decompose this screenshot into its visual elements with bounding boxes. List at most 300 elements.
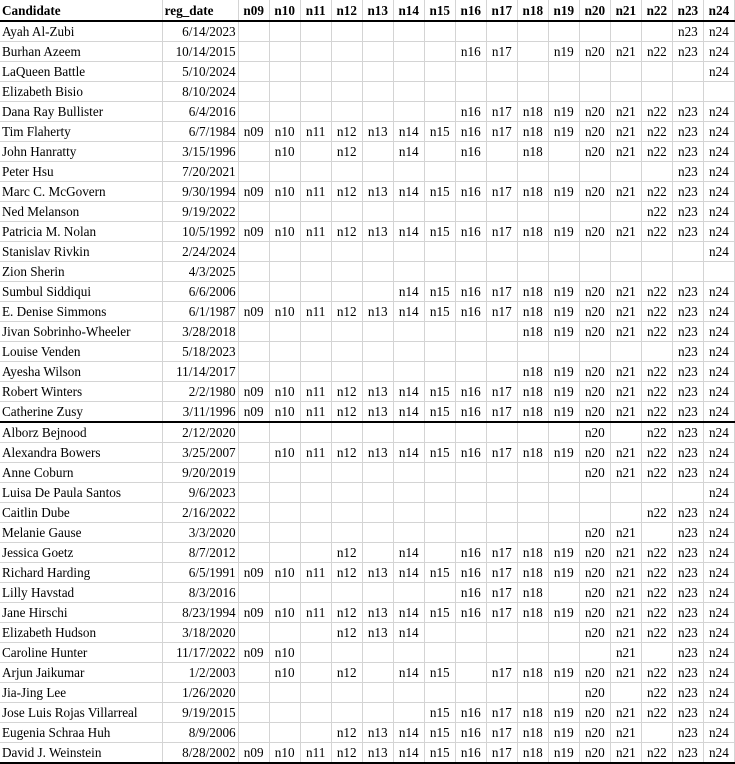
table-header <box>0 0 735 21</box>
election-flag: n16 <box>455 743 486 764</box>
election-flag: n23 <box>672 42 703 62</box>
election-flag <box>269 242 300 262</box>
election-flag: n14 <box>393 723 424 743</box>
election-flag: n22 <box>641 222 672 242</box>
election-flag <box>269 21 300 42</box>
reg-date: 2/24/2024 <box>162 242 238 262</box>
election-flag <box>238 362 269 382</box>
election-flag <box>455 523 486 543</box>
election-flag: n23 <box>672 202 703 222</box>
reg-date: 8/9/2006 <box>162 723 238 743</box>
election-flag: n24 <box>703 723 734 743</box>
candidate-name: Richard Harding <box>0 563 162 583</box>
election-flag <box>548 463 579 483</box>
election-flag <box>238 142 269 162</box>
election-flag <box>517 21 548 42</box>
election-flag <box>610 242 641 262</box>
election-flag: n11 <box>300 563 331 583</box>
candidate-name: Louise Venden <box>0 342 162 362</box>
reg-date: 4/3/2025 <box>162 262 238 282</box>
election-flag: n12 <box>331 443 362 463</box>
election-flag <box>455 82 486 102</box>
election-flag <box>641 242 672 262</box>
election-flag <box>517 623 548 643</box>
election-flag: n14 <box>393 663 424 683</box>
election-flag <box>424 21 455 42</box>
table-row <box>0 282 735 302</box>
election-flag: n20 <box>579 282 610 302</box>
election-flag <box>610 202 641 222</box>
election-flag: n10 <box>269 743 300 764</box>
election-flag: n12 <box>331 563 362 583</box>
election-flag: n23 <box>672 643 703 663</box>
election-flag: n09 <box>238 182 269 202</box>
election-flag: n11 <box>300 603 331 623</box>
election-flag <box>300 703 331 723</box>
election-flag: n10 <box>269 443 300 463</box>
election-flag <box>393 242 424 262</box>
election-flag <box>269 342 300 362</box>
table-row <box>0 262 735 282</box>
table-row <box>0 182 735 202</box>
election-flag: n13 <box>362 302 393 322</box>
election-flag: n22 <box>641 182 672 202</box>
election-flag: n22 <box>641 102 672 122</box>
election-flag: n14 <box>393 142 424 162</box>
table-row <box>0 723 735 743</box>
election-flag <box>579 483 610 503</box>
table-row <box>0 42 735 62</box>
election-flag <box>238 422 269 443</box>
reg-date: 1/26/2020 <box>162 683 238 703</box>
election-flag <box>610 422 641 443</box>
election-flag <box>424 42 455 62</box>
election-flag <box>362 242 393 262</box>
election-flag: n16 <box>455 583 486 603</box>
election-flag <box>362 162 393 182</box>
election-flag <box>548 262 579 282</box>
election-flag: n24 <box>703 122 734 142</box>
election-flag <box>424 262 455 282</box>
election-flag <box>269 583 300 603</box>
candidate-name: Melanie Gause <box>0 523 162 543</box>
election-flag: n16 <box>455 443 486 463</box>
candidate-name: Arjun Jaikumar <box>0 663 162 683</box>
election-flag <box>362 82 393 102</box>
election-flag: n22 <box>641 402 672 423</box>
election-flag: n18 <box>517 543 548 563</box>
election-flag: n24 <box>703 362 734 382</box>
election-flag <box>455 362 486 382</box>
election-flag: n09 <box>238 222 269 242</box>
candidate-name: Peter Hsu <box>0 162 162 182</box>
column-header: n11 <box>300 0 331 21</box>
reg-date: 3/11/1996 <box>162 402 238 423</box>
reg-date: 6/5/1991 <box>162 563 238 583</box>
election-flag <box>548 623 579 643</box>
column-header: n22 <box>641 0 672 21</box>
election-flag: n21 <box>610 142 641 162</box>
election-flag <box>331 483 362 503</box>
election-flag: n18 <box>517 142 548 162</box>
candidate-name: Robert Winters <box>0 382 162 402</box>
election-flag <box>269 723 300 743</box>
election-flag: n23 <box>672 723 703 743</box>
election-flag: n18 <box>517 122 548 142</box>
election-flag: n12 <box>331 543 362 563</box>
election-flag: n24 <box>703 182 734 202</box>
election-flag: n22 <box>641 563 672 583</box>
election-flag <box>424 643 455 663</box>
election-flag <box>393 62 424 82</box>
election-flag <box>300 523 331 543</box>
election-flag: n16 <box>455 42 486 62</box>
election-flag: n18 <box>517 282 548 302</box>
election-flag <box>269 282 300 302</box>
election-flag <box>269 362 300 382</box>
election-flag <box>362 422 393 443</box>
table-row <box>0 242 735 262</box>
election-flag: n21 <box>610 362 641 382</box>
election-flag <box>393 162 424 182</box>
election-flag: n17 <box>486 703 517 723</box>
election-flag <box>269 82 300 102</box>
election-flag <box>579 202 610 222</box>
election-flag: n17 <box>486 222 517 242</box>
election-flag <box>579 21 610 42</box>
election-flag: n22 <box>641 443 672 463</box>
election-flag: n19 <box>548 362 579 382</box>
election-flag: n24 <box>703 21 734 42</box>
election-flag <box>455 342 486 362</box>
election-flag <box>238 162 269 182</box>
election-flag: n20 <box>579 523 610 543</box>
election-flag <box>300 483 331 503</box>
election-flag <box>238 543 269 563</box>
election-flag <box>393 322 424 342</box>
election-flag <box>331 523 362 543</box>
column-header: n16 <box>455 0 486 21</box>
election-flag: n16 <box>455 142 486 162</box>
election-flag: n16 <box>455 402 486 423</box>
candidate-name: Elizabeth Bisio <box>0 82 162 102</box>
election-flag <box>641 82 672 102</box>
election-flag <box>579 62 610 82</box>
election-flag <box>269 703 300 723</box>
election-flag: n23 <box>672 623 703 643</box>
election-flag <box>362 282 393 302</box>
election-flag: n17 <box>486 603 517 623</box>
election-flag <box>331 463 362 483</box>
election-flag: n11 <box>300 443 331 463</box>
election-flag <box>579 503 610 523</box>
column-header: n14 <box>393 0 424 21</box>
election-flag <box>517 643 548 663</box>
election-flag: n23 <box>672 302 703 322</box>
election-flag <box>238 282 269 302</box>
election-flag: n12 <box>331 302 362 322</box>
table-row <box>0 342 735 362</box>
election-flag <box>331 643 362 663</box>
reg-date: 3/28/2018 <box>162 322 238 342</box>
election-flag: n09 <box>238 382 269 402</box>
election-flag: n10 <box>269 603 300 623</box>
candidate-name: Jivan Sobrinho-Wheeler <box>0 322 162 342</box>
election-flag <box>393 583 424 603</box>
election-flag: n24 <box>703 443 734 463</box>
election-flag: n10 <box>269 302 300 322</box>
election-flag <box>610 62 641 82</box>
election-flag: n18 <box>517 723 548 743</box>
election-flag <box>393 643 424 663</box>
table-row <box>0 162 735 182</box>
election-flag <box>300 362 331 382</box>
election-flag <box>238 623 269 643</box>
election-flag <box>393 21 424 42</box>
election-flag: n12 <box>331 623 362 643</box>
election-flag: n23 <box>672 663 703 683</box>
election-flag: n19 <box>548 322 579 342</box>
column-header: n18 <box>517 0 548 21</box>
table-row <box>0 663 735 683</box>
election-flag: n12 <box>331 122 362 142</box>
election-flag: n18 <box>517 322 548 342</box>
election-flag: n19 <box>548 663 579 683</box>
election-flag: n22 <box>641 743 672 764</box>
election-flag: n09 <box>238 603 269 623</box>
election-flag <box>424 543 455 563</box>
election-flag: n14 <box>393 603 424 623</box>
election-flag: n14 <box>393 182 424 202</box>
candidate-name: Jia-Jing Lee <box>0 683 162 703</box>
column-header: n23 <box>672 0 703 21</box>
election-flag: n19 <box>548 743 579 764</box>
election-flag <box>486 503 517 523</box>
election-flag: n22 <box>641 503 672 523</box>
election-flag <box>393 202 424 222</box>
election-flag <box>548 62 579 82</box>
election-flag: n10 <box>269 382 300 402</box>
election-flag: n17 <box>486 723 517 743</box>
election-flag: n17 <box>486 583 517 603</box>
election-flag <box>424 162 455 182</box>
election-flag: n17 <box>486 402 517 423</box>
election-flag: n15 <box>424 222 455 242</box>
election-flag <box>455 683 486 703</box>
election-flag <box>300 723 331 743</box>
election-flag: n21 <box>610 563 641 583</box>
election-flag: n22 <box>641 362 672 382</box>
election-flag: n16 <box>455 302 486 322</box>
table-row <box>0 563 735 583</box>
election-flag: n16 <box>455 382 486 402</box>
election-flag: n11 <box>300 182 331 202</box>
election-flag: n23 <box>672 543 703 563</box>
table-row <box>0 362 735 382</box>
election-flag: n15 <box>424 182 455 202</box>
election-flag: n15 <box>424 743 455 764</box>
election-flag: n18 <box>517 703 548 723</box>
election-flag <box>238 483 269 503</box>
candidate-name: Anne Coburn <box>0 463 162 483</box>
election-flag: n17 <box>486 543 517 563</box>
election-flag: n17 <box>486 382 517 402</box>
reg-date: 8/7/2012 <box>162 543 238 563</box>
election-flag: n21 <box>610 543 641 563</box>
election-flag: n14 <box>393 302 424 322</box>
election-flag: n18 <box>517 583 548 603</box>
election-flag: n15 <box>424 723 455 743</box>
election-flag <box>238 703 269 723</box>
election-flag: n23 <box>672 422 703 443</box>
column-header: n20 <box>579 0 610 21</box>
election-flag <box>238 21 269 42</box>
election-flag: n17 <box>486 182 517 202</box>
election-flag: n24 <box>703 42 734 62</box>
election-flag <box>455 503 486 523</box>
election-flag: n20 <box>579 102 610 122</box>
election-flag <box>393 102 424 122</box>
candidate-name: Tim Flaherty <box>0 122 162 142</box>
table-row <box>0 643 735 663</box>
election-flag <box>672 242 703 262</box>
election-flag: n18 <box>517 222 548 242</box>
election-flag <box>238 723 269 743</box>
election-flag: n20 <box>579 42 610 62</box>
election-flag <box>455 21 486 42</box>
election-flag: n24 <box>703 302 734 322</box>
election-flag: n21 <box>610 583 641 603</box>
election-flag <box>269 262 300 282</box>
election-flag <box>424 202 455 222</box>
election-flag <box>362 202 393 222</box>
election-flag: n15 <box>424 282 455 302</box>
election-flag <box>641 523 672 543</box>
reg-date: 5/10/2024 <box>162 62 238 82</box>
election-flag <box>672 483 703 503</box>
election-flag: n19 <box>548 282 579 302</box>
election-flag <box>238 463 269 483</box>
election-flag <box>362 21 393 42</box>
election-flag <box>269 623 300 643</box>
election-flag <box>548 583 579 603</box>
election-flag <box>486 242 517 262</box>
table-row <box>0 483 735 503</box>
election-flag <box>610 162 641 182</box>
election-flag: n18 <box>517 663 548 683</box>
column-header: n17 <box>486 0 517 21</box>
election-flag: n11 <box>300 302 331 322</box>
election-flag <box>300 62 331 82</box>
election-flag <box>579 643 610 663</box>
election-flag <box>300 82 331 102</box>
election-flag: n22 <box>641 463 672 483</box>
reg-date: 9/30/1994 <box>162 182 238 202</box>
election-flag: n16 <box>455 282 486 302</box>
reg-date: 6/14/2023 <box>162 21 238 42</box>
election-flag: n22 <box>641 683 672 703</box>
election-flag <box>362 62 393 82</box>
election-flag: n17 <box>486 302 517 322</box>
election-flag <box>393 42 424 62</box>
election-flag <box>300 102 331 122</box>
election-flag <box>517 162 548 182</box>
election-flag <box>300 463 331 483</box>
election-flag <box>300 162 331 182</box>
election-flag <box>331 362 362 382</box>
table-row <box>0 102 735 122</box>
election-flag <box>331 102 362 122</box>
election-flag <box>362 523 393 543</box>
election-flag <box>517 62 548 82</box>
election-flag <box>486 483 517 503</box>
column-header: Candidate <box>0 0 162 21</box>
election-flag: n09 <box>238 302 269 322</box>
election-flag: n20 <box>579 623 610 643</box>
election-flag: n24 <box>703 162 734 182</box>
election-flag <box>610 483 641 503</box>
election-flag: n13 <box>362 743 393 764</box>
election-flag: n11 <box>300 222 331 242</box>
election-flag: n23 <box>672 182 703 202</box>
election-flag <box>362 483 393 503</box>
election-flag <box>300 21 331 42</box>
election-flag: n23 <box>672 563 703 583</box>
election-flag <box>672 62 703 82</box>
election-flag: n23 <box>672 282 703 302</box>
election-flag: n23 <box>672 583 703 603</box>
election-flag: n14 <box>393 743 424 764</box>
election-flag <box>331 202 362 222</box>
election-flag <box>517 242 548 262</box>
election-flag: n21 <box>610 402 641 423</box>
election-flag <box>486 262 517 282</box>
election-flag: n14 <box>393 543 424 563</box>
election-flag: n17 <box>486 663 517 683</box>
election-flag: n16 <box>455 102 486 122</box>
election-flag: n21 <box>610 122 641 142</box>
election-flag <box>548 643 579 663</box>
table-row <box>0 62 735 82</box>
election-flag <box>641 483 672 503</box>
election-flag: n15 <box>424 402 455 423</box>
column-header: n19 <box>548 0 579 21</box>
election-flag <box>610 21 641 42</box>
reg-date: 6/1/1987 <box>162 302 238 322</box>
election-flag: n17 <box>486 443 517 463</box>
election-flag <box>300 282 331 302</box>
election-flag: n19 <box>548 122 579 142</box>
election-flag <box>424 322 455 342</box>
table-row <box>0 543 735 563</box>
election-flag <box>331 282 362 302</box>
election-flag <box>362 663 393 683</box>
election-flag <box>703 262 734 282</box>
election-flag <box>486 142 517 162</box>
election-flag <box>455 202 486 222</box>
election-flag <box>393 683 424 703</box>
election-flag <box>486 21 517 42</box>
reg-date: 8/28/2002 <box>162 743 238 764</box>
election-flag <box>238 42 269 62</box>
table-row <box>0 623 735 643</box>
election-flag <box>362 362 393 382</box>
election-flag <box>300 583 331 603</box>
election-flag: n23 <box>672 21 703 42</box>
election-flag <box>641 21 672 42</box>
election-flag: n24 <box>703 643 734 663</box>
election-flag: n10 <box>269 563 300 583</box>
